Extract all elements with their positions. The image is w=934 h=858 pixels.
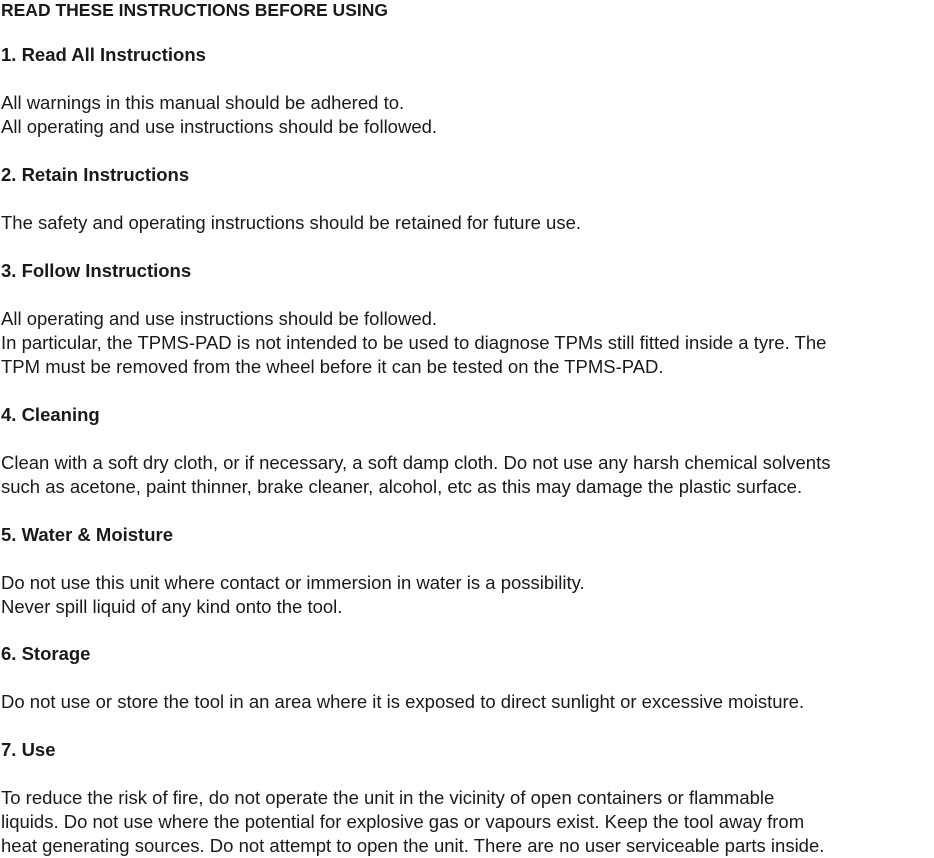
body-line: Do not use this unit where contact or immersion in water is a possibility. (1, 572, 585, 593)
section-body-water-moisture (1, 571, 585, 619)
section-body-storage (1, 690, 804, 714)
section-heading-storage: 6. Storage (1, 643, 91, 664)
body-line: To reduce the risk of fire, do not operate the unit in the vicinity of open containers or flammable (1, 787, 775, 808)
body-line: In particular, the TPMS-PAD is not intended to be used to diagnose TPMs still fitted inside a tyre. The (1, 332, 827, 353)
body-line: liquids. Do not use where the potential for explosive gas or vapours exist. Keep the tool away from (1, 811, 805, 832)
section-heading-retain: 2. Retain Instructions (1, 164, 190, 185)
section-heading-water-moisture: 5. Water & Moisture (1, 524, 174, 545)
section-body-follow (1, 307, 826, 379)
body-line: such as acetone, paint thinner, brake cleaner, alcohol, etc as this may damage the plastic surface. (1, 476, 803, 497)
section-heading-use: 7. Use (1, 739, 56, 760)
body-line: All warnings in this manual should be adhered to. (1, 92, 405, 113)
body-line: Clean with a soft dry cloth, or if necessary, a soft damp cloth. Do not use any harsh chemical solvents (1, 452, 831, 473)
section-body-retain (1, 211, 581, 235)
body-line: heat generating sources. Do not attempt to open the unit. There are no user serviceable parts inside. (1, 835, 825, 856)
document-title: READ THESE INSTRUCTIONS BEFORE USING (1, 0, 388, 20)
section-heading-cleaning: 4. Cleaning (1, 404, 100, 425)
body-line: TPM must be removed from the wheel before it can be tested on the TPMS-PAD. (1, 356, 664, 377)
body-line: Do not use or store the tool in an area where it is exposed to direct sunlight or excessive moisture. (1, 691, 805, 712)
section-body-use (1, 786, 824, 858)
section-body-cleaning (1, 451, 830, 499)
body-line: The safety and operating instructions should be retained for future use. (1, 212, 582, 233)
section-heading-follow: 3. Follow Instructions (1, 260, 192, 281)
body-line: All operating and use instructions should be followed. (1, 308, 438, 329)
body-line: All operating and use instructions should be followed. (1, 116, 438, 137)
section-heading-read-all: 1. Read All Instructions (1, 44, 206, 65)
body-line: Never spill liquid of any kind onto the tool. (1, 596, 343, 617)
section-body-read-all (1, 91, 437, 139)
